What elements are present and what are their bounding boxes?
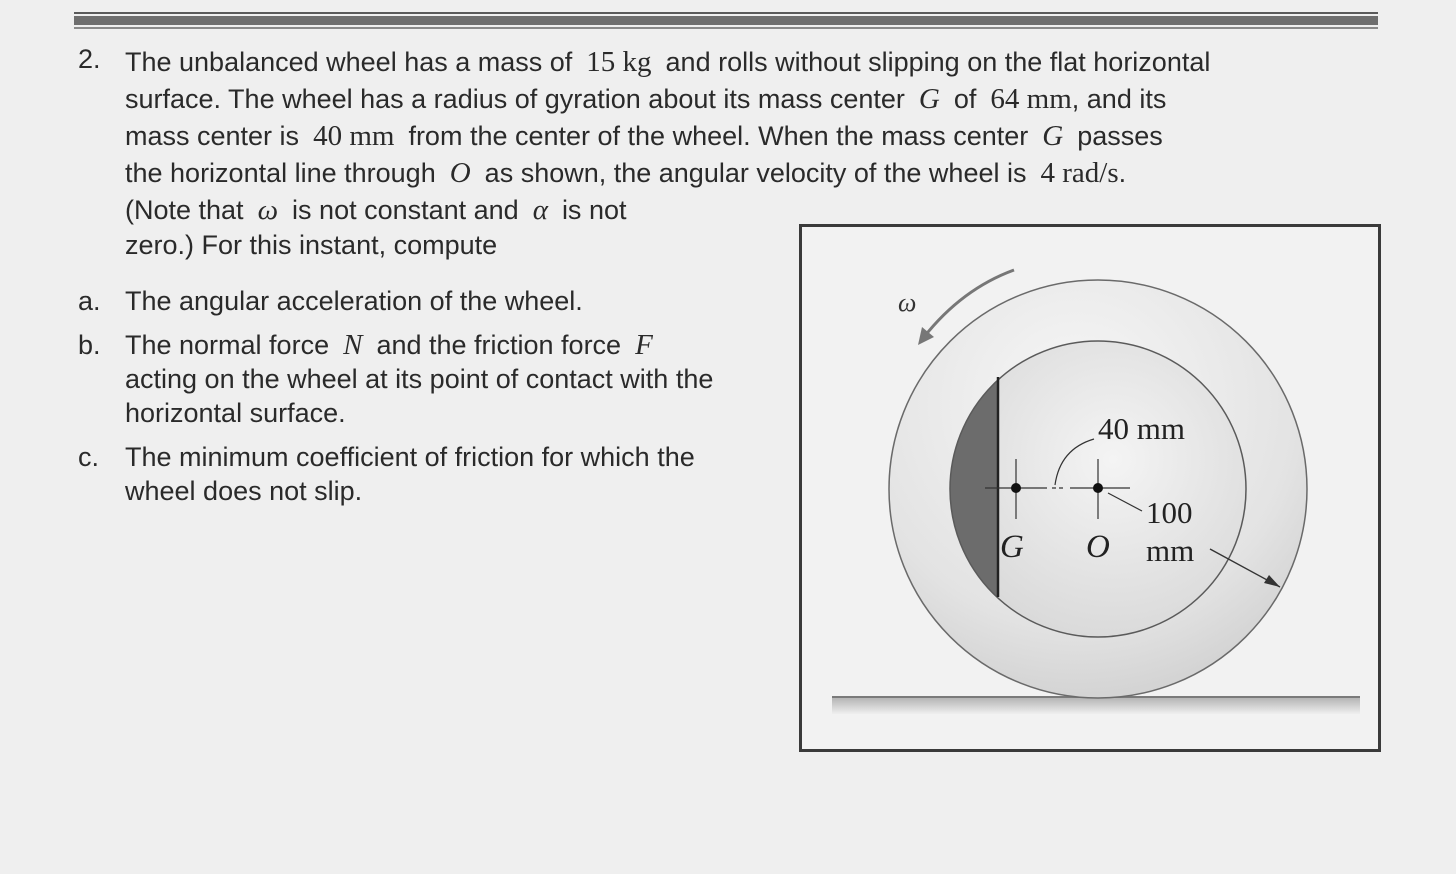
wheel-diagram xyxy=(802,227,1378,749)
stem-line-5: (Note that ω is not constant and α is not xyxy=(125,194,627,226)
part-text: The normal force N and the friction force F acting on the wheel at its point of contact with the horizontal surface. xyxy=(125,329,714,428)
offset-value: 40 mm xyxy=(313,120,395,152)
stem-line-3: mass center is 40 mm from the center of the wheel. When the mass center G passes xyxy=(125,120,1163,152)
ground-shading xyxy=(832,698,1360,714)
mass-value: 15 kg xyxy=(586,46,652,78)
top-rule xyxy=(74,12,1378,29)
part-label: a. xyxy=(78,286,101,316)
G-label: G xyxy=(1000,529,1024,565)
dim-100-label: 100 xyxy=(1146,495,1193,530)
wheel-figure xyxy=(799,224,1381,752)
part-label: b. xyxy=(78,330,101,360)
var-O: O xyxy=(449,157,471,189)
var-alpha: α xyxy=(532,194,548,226)
omega-label: ω xyxy=(898,288,917,317)
var-omega: ω xyxy=(257,194,279,226)
gyration-value: 64 mm xyxy=(990,83,1072,115)
part-text: The angular acceleration of the wheel. xyxy=(125,286,583,316)
O-label: O xyxy=(1086,529,1110,565)
part-label: c. xyxy=(78,442,100,472)
omega-value: 4 rad/s xyxy=(1040,157,1119,189)
stem-line-2: surface. The wheel has a radius of gyration about its mass center G of 64 mm, and its xyxy=(125,83,1167,115)
var-G: G xyxy=(1042,120,1064,152)
dim-40-label: 40 mm xyxy=(1098,411,1185,446)
stem-line-1: The unbalanced wheel has a mass of 15 kg and rolls without slipping on the flat horizontal xyxy=(125,46,1211,78)
var-G: G xyxy=(918,83,940,115)
var-F: F xyxy=(635,329,653,361)
var-N: N xyxy=(343,329,363,361)
wheel-center-O xyxy=(1093,483,1103,493)
stem-line-6: zero.) For this instant, compute xyxy=(125,230,498,260)
mass-center-G xyxy=(1011,483,1021,493)
stem-line-4: the horizontal line through O as shown, the angular velocity of the wheel is 4 rad/s. xyxy=(125,157,1127,189)
part-text: The minimum coefficient of friction for which the wheel does not slip. xyxy=(125,442,695,506)
question-number: 2. xyxy=(78,44,101,74)
dim-mm-label: mm xyxy=(1146,533,1195,568)
